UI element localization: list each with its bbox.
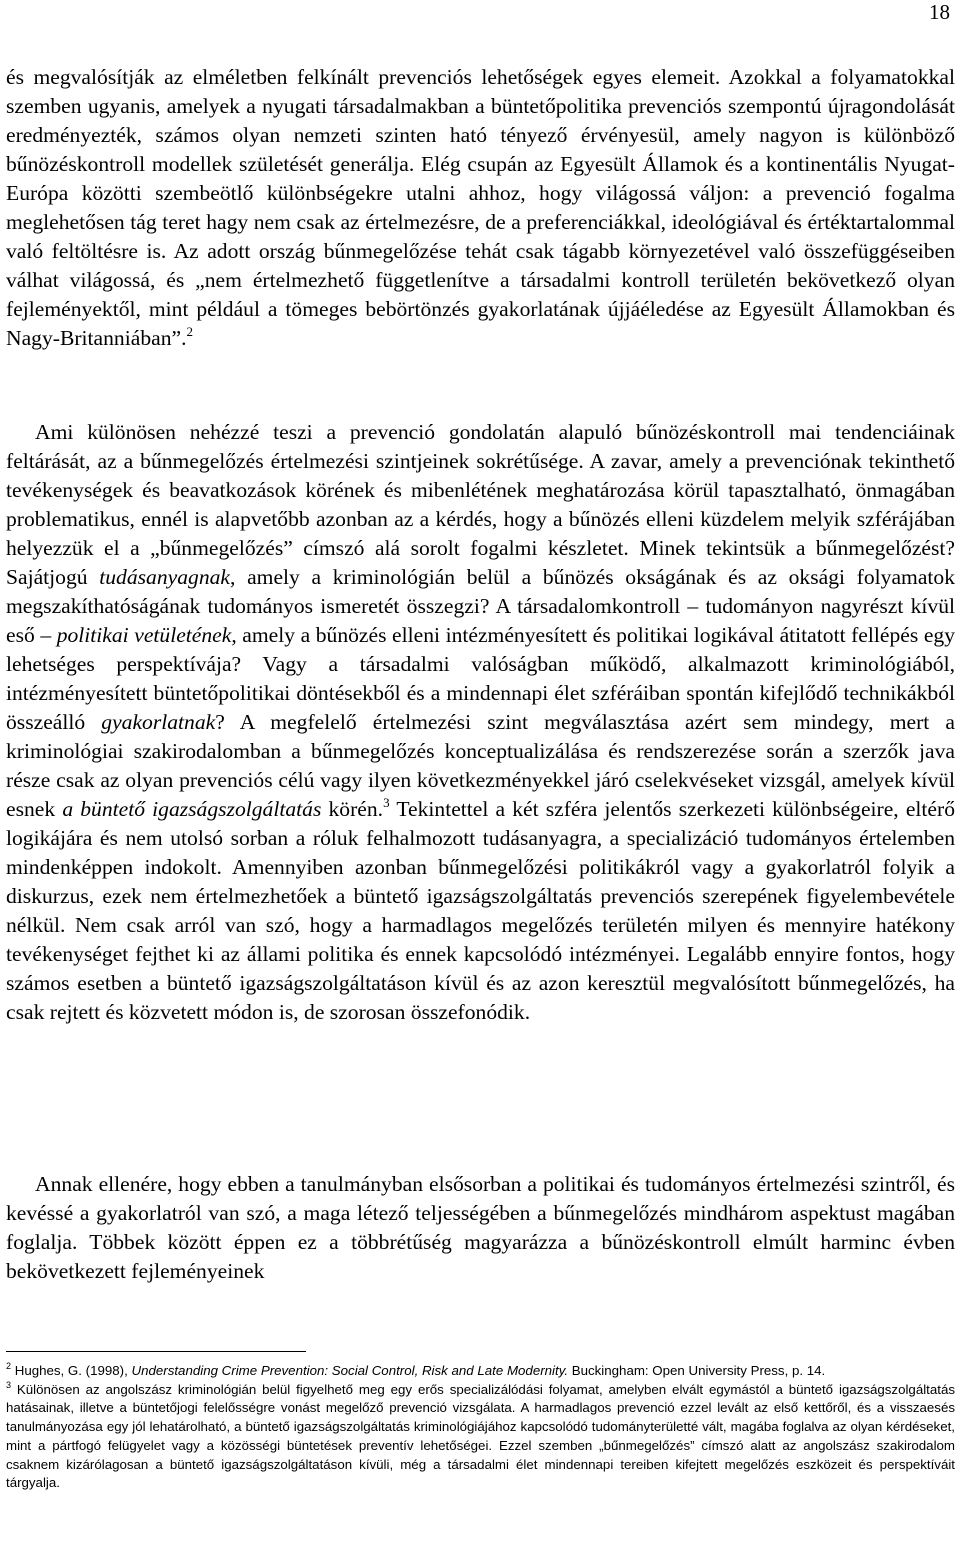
text-segment: Ami különösen nehézzé teszi a prevenció gondolatán alapuló bűnözéskontroll mai tendenciáinak feltárását, az a bűnmegelőzés értelmezési szintjeinek sokrétűsége. A zavar, amely a prevenciónak tekinthető tevékenységek és beavatkozások körének és mibenlétének meghatározása körül tapasztalható, önmagában problematikus, ennél is alapvetőbb azonban az a kérdés, hogy a bűnözés elleni küzdelem melyik szférájában helyezzük el a „bűnmegelőzés” címszó alá sorolt fogalmi készletet. Minek tekintsük a bűnmegelőzést? Sajátjogú [6, 420, 955, 589]
paragraph-text [6, 1170, 955, 1286]
footnote-divider [6, 1351, 306, 1352]
italic-term: gyakorlatnak [101, 710, 216, 734]
text-segment: , amely a kriminológián belül a bűnözés okságának és az oksági folyamatok megszakíthatóságának tudományos ismeretét összegzi? A társadalomkontroll – tudományon nagyrészt kívül eső – [6, 565, 956, 647]
footnote-ref-3[interactable]: 3 [383, 795, 390, 810]
footnotes [6, 1362, 955, 1493]
footnote-3 [6, 1381, 955, 1493]
paragraph-2 [6, 418, 955, 1027]
text-segment: ? A megfelelő értelmezési szint megválasztása azért sem mindegy, mert a kriminológiai szakirodalomban a bűnmegelőzés konceptualizálása és rendszerezése során a szerzők java része csak az olyan prevenciós célú vagy ilyen következményekkel járó cselekvéseket vizsgál, amelyek kívül esnek [6, 710, 955, 821]
page-number: 18 [929, 0, 950, 24]
text-segment: , amely a bűnözés elleni intézményesített és politikai logikával átitatott fellépés egy lehetséges perspektívája? Vagy a társadalmi valóságban működő, alkalmazott kriminológiából, intézményesített büntetőpolitikai döntésekből és a mindennapi élet szféráiban spontán kifejlődő technikákból összeálló [6, 623, 955, 734]
text-segment: Hughes, G. (1998), [11, 1363, 132, 1378]
paragraph-3 [6, 1170, 955, 1286]
paragraph-text [6, 63, 955, 353]
text-segment: Annak ellenére, hogy ebben a tanulmányban elsősorban a politikai és tudományos értelmezési szintről, és kevéssé a gyakorlatról van szó, a maga létező teljességében a bűnmegelőzés mindhárom aspektust magában foglalja. Többek között éppen ez a többrétűség magyarázza a bűnözéskontroll elmúlt harminc évben bekövetkezett fejleményeinek [6, 1172, 955, 1283]
italic-term: politikai vetületének [56, 623, 232, 647]
text-segment: körén. [321, 797, 384, 821]
italic-term: tudásanyagnak [99, 565, 230, 589]
paragraph-text [6, 418, 955, 1027]
footnote-number: 2 [6, 1361, 12, 1371]
footnote-number: 3 [6, 1379, 12, 1390]
text-segment: Különösen az angolszász kriminológián belül figyelhető meg egy erős specializálódási folyamat, amelyben elvált egymástól a büntető igazságszolgáltatás hatásainak, illetve a büntetőjogi felelősségre vonást megelőző prevenció vizsgálata. A harmadlagos prevenció ezzel levált az első kettőről, és a visszaesés tanulmányozása egy jól lehatárolható, a büntető igazságszolgáltatás kriminológiájához kapcsolódó tudományterületté vált, magába foglalva az olyan kérdéseket, mint a pártfogó felügyelet vagy a közösségi büntetések preventív lehetőségei. Ezzel szemben „bűnmegelőzés” címszó alatt az angolszász szakirodalom csaknem kizárólagosan a büntető igazságszolgáltatáson kívüli, még a társadalmi élet mindennapi tereiben kifejtett megelőzés eszközeit és perspektíváit tárgyalja. [6, 1381, 955, 1491]
text-segment: Tekintettel a két szféra jelentős szerkezeti különbségeire, eltérő logikájára és nem utolsó sorban a róluk felhalmozott tudásanyagra, a specializáció tudományos értelemben mindenképpen indokolt. Amennyiben azonban bűnmegelőzési politikákról vagy a gyakorlatról folyik a diskurzus, ezek nem értelmezhetőek a büntető igazságszolgáltatás prevenciós szerepének figyelembevétele nélkül. Nem csak arról van szó, hogy a harmadlagos megelőzés területén milyen és mennyire hatékony tevékenységet fejthet ki az állami politika és ennek kapcsolódó intézményei. Legalább ennyire fontos, hogy számos esetben a büntető igazságszolgáltatáson kívül és az azon keresztül megvalósított bűnmegelőzés, ha csak rejtett és közvetett módon is, de szorosan összefonódik. [6, 797, 955, 1024]
text-segment: és megvalósítják az elméletben felkínált prevenciós lehetőségek egyes elemeit. Azokkal a folyamatokkal szemben ugyanis, amelyek a nyugati társadalmakban a büntetőpolitika prevenciós szempontú újragondolását eredményezték, számos olyan nemzeti szinten ható tényező érvényesül, amely nagyon is különböző bűnözéskontroll modellek születését generálja. Elég csupán az Egyesült Államok és a kontinentális Nyugat-Európa közötti szembeötlő különbségekre utalni ahhoz, hogy világossá váljon: a prevenció fogalma meglehetősen tág teret hagy nem csak az értelmezésre, de a preferenciákkal, ideológiával és értéktartalommal való feltöltésre is. Az adott ország bűnmegelőzése tehát csak tágabb környezetével való összefüggéseiben válhat világossá, és „nem értelmezhető függetlenítve a társadalmi kontroll területén bekövetkező olyan fejleményektől, mint például a tömeges bebörtönzés gyakorlatának újjáéledése az Egyesült Államokban és Nagy-Britanniában”. [6, 65, 955, 350]
footnote-ref-2[interactable]: 2 [186, 324, 193, 339]
text-segment: Buckingham: Open University Press, p. 14. [568, 1363, 826, 1378]
paragraph-1 [6, 63, 955, 353]
italic-term: a büntető igazságszolgáltatás [62, 797, 322, 821]
footnote-2 [6, 1362, 955, 1381]
book-title: Understanding Crime Prevention: Social Control, Risk and Late Modernity. [131, 1363, 569, 1378]
